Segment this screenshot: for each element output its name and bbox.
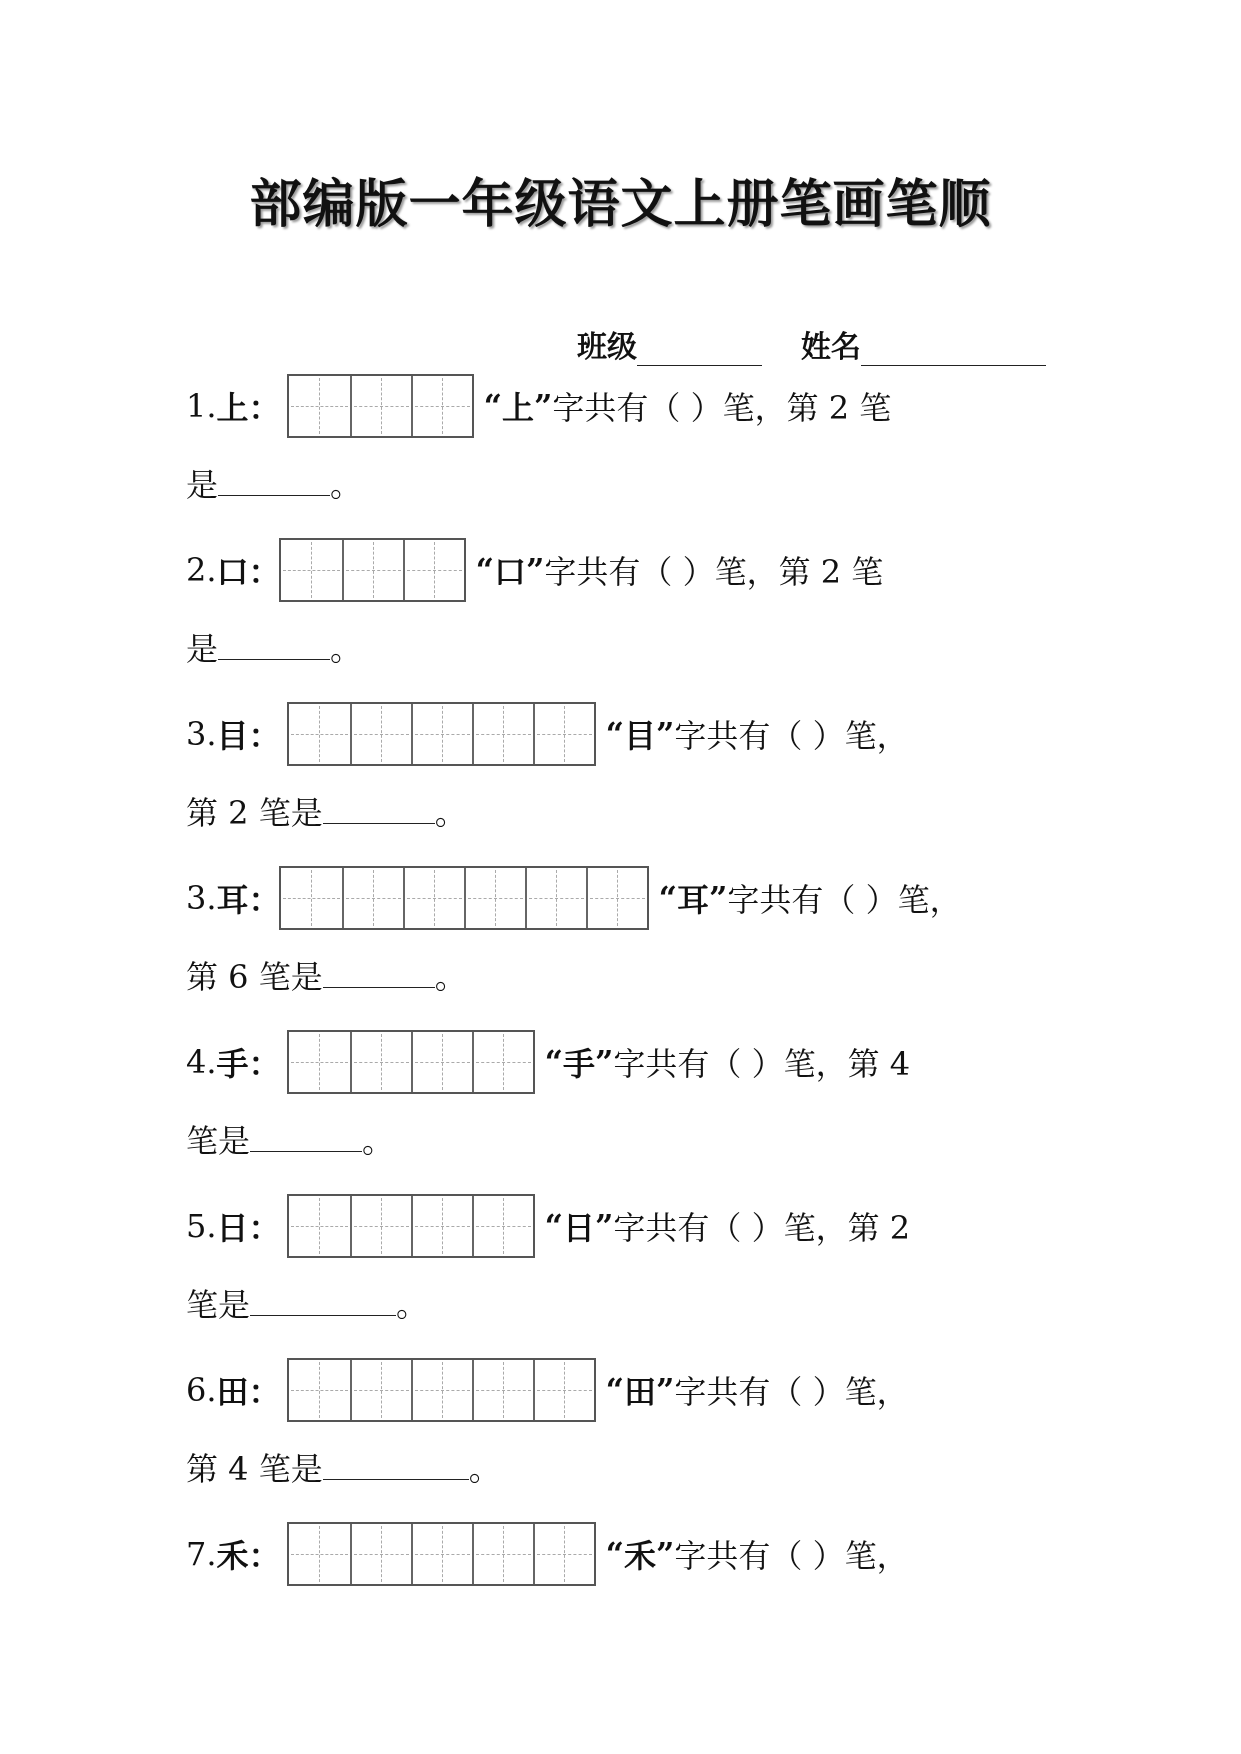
question-4-answer-line xyxy=(186,952,467,998)
tianzige-cell[interactable] xyxy=(342,540,403,600)
tianzige-cell[interactable] xyxy=(350,704,411,764)
name-label: 姓名 xyxy=(800,330,861,365)
question-7-answer-line xyxy=(186,1444,501,1490)
question-character: 目 xyxy=(216,717,249,755)
tianzige-cell[interactable] xyxy=(411,704,472,764)
tianzige-cell[interactable] xyxy=(289,1032,350,1092)
question-4 xyxy=(186,866,962,930)
question-colon: ： xyxy=(248,389,281,427)
question-number: 6. xyxy=(186,1371,217,1409)
question-text: 字共有（ ）笔，第 4 xyxy=(613,1045,911,1083)
question-5-answer-line xyxy=(186,1116,394,1162)
question-colon: ： xyxy=(248,1373,281,1411)
tianzige-cell[interactable] xyxy=(281,540,342,600)
tianzige-cell[interactable] xyxy=(533,1524,594,1584)
question-colon: ： xyxy=(248,881,281,919)
open-quote: “ xyxy=(658,879,677,917)
question-character: 耳 xyxy=(216,881,249,919)
student-info-row xyxy=(577,322,1046,366)
tianzige-cell[interactable] xyxy=(411,1360,472,1420)
question-character: 手 xyxy=(216,1045,249,1083)
question-3 xyxy=(186,702,909,766)
close-quote: ” xyxy=(594,1207,614,1245)
answer-blank[interactable] xyxy=(250,1285,396,1316)
stroke-writing-grid[interactable] xyxy=(287,374,474,438)
tianzige-cell[interactable] xyxy=(350,376,411,436)
close-quote: ” xyxy=(594,1043,614,1081)
close-quote: ” xyxy=(533,387,553,425)
open-quote: “ xyxy=(605,1371,624,1409)
question-character: 田 xyxy=(216,1373,249,1411)
answer-blank[interactable] xyxy=(323,793,435,824)
close-quote: ” xyxy=(655,1371,675,1409)
tianzige-cell[interactable] xyxy=(411,1524,472,1584)
tianzige-cell[interactable] xyxy=(403,868,464,928)
answer-blank[interactable] xyxy=(218,629,330,660)
tianzige-cell[interactable] xyxy=(411,1032,472,1092)
question-character: 禾 xyxy=(216,1537,249,1575)
question-text: 字共有（ ）笔， xyxy=(674,717,909,755)
tianzige-cell[interactable] xyxy=(464,868,525,928)
question-character: 日 xyxy=(216,1209,249,1247)
answer-blank[interactable] xyxy=(250,1121,362,1152)
question-3-answer-line xyxy=(186,788,467,834)
open-quote: “ xyxy=(544,1043,563,1081)
question-6 xyxy=(186,1194,910,1258)
tianzige-cell[interactable] xyxy=(289,1360,350,1420)
close-quote: ” xyxy=(655,1535,675,1573)
stroke-writing-grid[interactable] xyxy=(287,1522,596,1586)
tianzige-cell[interactable] xyxy=(533,1360,594,1420)
answer-prompt: 是 xyxy=(186,466,219,504)
answer-prompt: 第 6 笔是 xyxy=(186,958,323,996)
quoted-character: 手 xyxy=(562,1045,595,1083)
tianzige-cell[interactable] xyxy=(533,704,594,764)
question-colon: ： xyxy=(248,1537,281,1575)
question-character: 上 xyxy=(216,389,249,427)
tianzige-cell[interactable] xyxy=(472,1360,533,1420)
page-title: 部编版一年级语文上册笔画笔顺 xyxy=(249,175,992,235)
question-colon: ： xyxy=(248,1209,281,1247)
quoted-character: 日 xyxy=(562,1209,595,1247)
stroke-writing-grid[interactable] xyxy=(287,1194,535,1258)
stroke-writing-grid[interactable] xyxy=(287,1030,535,1094)
question-number: 5. xyxy=(186,1207,217,1245)
tianzige-cell[interactable] xyxy=(586,868,647,928)
tianzige-cell[interactable] xyxy=(403,540,464,600)
tianzige-cell[interactable] xyxy=(411,376,472,436)
tianzige-cell[interactable] xyxy=(350,1360,411,1420)
quoted-character: 上 xyxy=(501,389,534,427)
answer-prompt: 笔是 xyxy=(186,1286,251,1324)
question-number: 2. xyxy=(186,551,217,589)
tianzige-cell[interactable] xyxy=(281,868,342,928)
close-quote: ” xyxy=(655,715,675,753)
question-text: 字共有（ ）笔， xyxy=(674,1537,909,1575)
open-quote: “ xyxy=(475,551,494,589)
question-colon: ： xyxy=(248,553,281,591)
tianzige-cell[interactable] xyxy=(289,1524,350,1584)
period: 。 xyxy=(330,466,363,504)
question-2 xyxy=(186,538,883,602)
question-number: 3. xyxy=(186,879,217,917)
period: 。 xyxy=(362,1122,395,1160)
answer-prompt: 第 2 笔是 xyxy=(186,794,323,832)
question-1-answer-line xyxy=(186,460,362,506)
question-number: 3. xyxy=(186,715,217,753)
open-quote: “ xyxy=(605,715,624,753)
tianzige-cell[interactable] xyxy=(289,376,350,436)
period: 。 xyxy=(396,1286,429,1324)
tianzige-cell[interactable] xyxy=(289,1196,350,1256)
stroke-writing-grid[interactable] xyxy=(279,866,649,930)
question-2-answer-line xyxy=(186,624,362,670)
question-character: 口 xyxy=(216,553,249,591)
tianzige-cell[interactable] xyxy=(472,1032,533,1092)
answer-prompt: 笔是 xyxy=(186,1122,251,1160)
quoted-character: 耳 xyxy=(676,881,709,919)
class-label: 班级 xyxy=(577,330,637,365)
close-quote: ” xyxy=(708,879,728,917)
question-7 xyxy=(186,1358,909,1422)
period: 。 xyxy=(434,794,467,832)
question-text: 字共有（ ）笔， xyxy=(727,881,962,919)
period: 。 xyxy=(434,958,467,996)
question-5 xyxy=(186,1030,910,1094)
tianzige-cell[interactable] xyxy=(411,1196,472,1256)
name-input-line[interactable] xyxy=(861,335,1046,366)
question-colon: ： xyxy=(248,1045,281,1083)
answer-blank[interactable] xyxy=(323,957,435,988)
tianzige-cell[interactable] xyxy=(342,868,403,928)
stroke-writing-grid[interactable] xyxy=(279,538,466,602)
question-text: 字共有（ ）笔，第 2 笔 xyxy=(544,553,884,591)
period: 。 xyxy=(330,630,363,668)
answer-prompt: 第 4 笔是 xyxy=(186,1450,323,1488)
period: 。 xyxy=(468,1450,501,1488)
tianzige-cell[interactable] xyxy=(350,1196,411,1256)
tianzige-cell[interactable] xyxy=(350,1032,411,1092)
tianzige-cell[interactable] xyxy=(472,1524,533,1584)
answer-blank[interactable] xyxy=(323,1449,469,1480)
question-number: 4. xyxy=(186,1043,217,1081)
question-text: 字共有（ ）笔，第 2 笔 xyxy=(552,389,892,427)
question-text: 字共有（ ）笔， xyxy=(674,1373,909,1411)
tianzige-cell[interactable] xyxy=(525,868,586,928)
close-quote: ” xyxy=(525,551,545,589)
quoted-character: 田 xyxy=(623,1373,656,1411)
question-number: 1. xyxy=(186,387,217,425)
tianzige-cell[interactable] xyxy=(472,1196,533,1256)
answer-blank[interactable] xyxy=(218,465,330,496)
stroke-writing-grid[interactable] xyxy=(287,702,596,766)
stroke-writing-grid[interactable] xyxy=(287,1358,596,1422)
question-1 xyxy=(186,374,891,438)
question-text: 字共有（ ）笔，第 2 xyxy=(613,1209,911,1247)
quoted-character: 禾 xyxy=(623,1537,656,1575)
question-6-answer-line xyxy=(186,1280,428,1326)
tianzige-cell[interactable] xyxy=(472,704,533,764)
tianzige-cell[interactable] xyxy=(350,1524,411,1584)
quoted-character: 目 xyxy=(623,717,656,755)
question-colon: ： xyxy=(248,717,281,755)
open-quote: “ xyxy=(605,1535,624,1573)
answer-prompt: 是 xyxy=(186,630,219,668)
question-number: 7. xyxy=(186,1535,217,1573)
quoted-character: 口 xyxy=(493,553,526,591)
open-quote: “ xyxy=(544,1207,563,1245)
class-input-line[interactable] xyxy=(637,335,762,366)
tianzige-cell[interactable] xyxy=(289,704,350,764)
question-8 xyxy=(186,1522,909,1586)
open-quote: “ xyxy=(483,387,502,425)
